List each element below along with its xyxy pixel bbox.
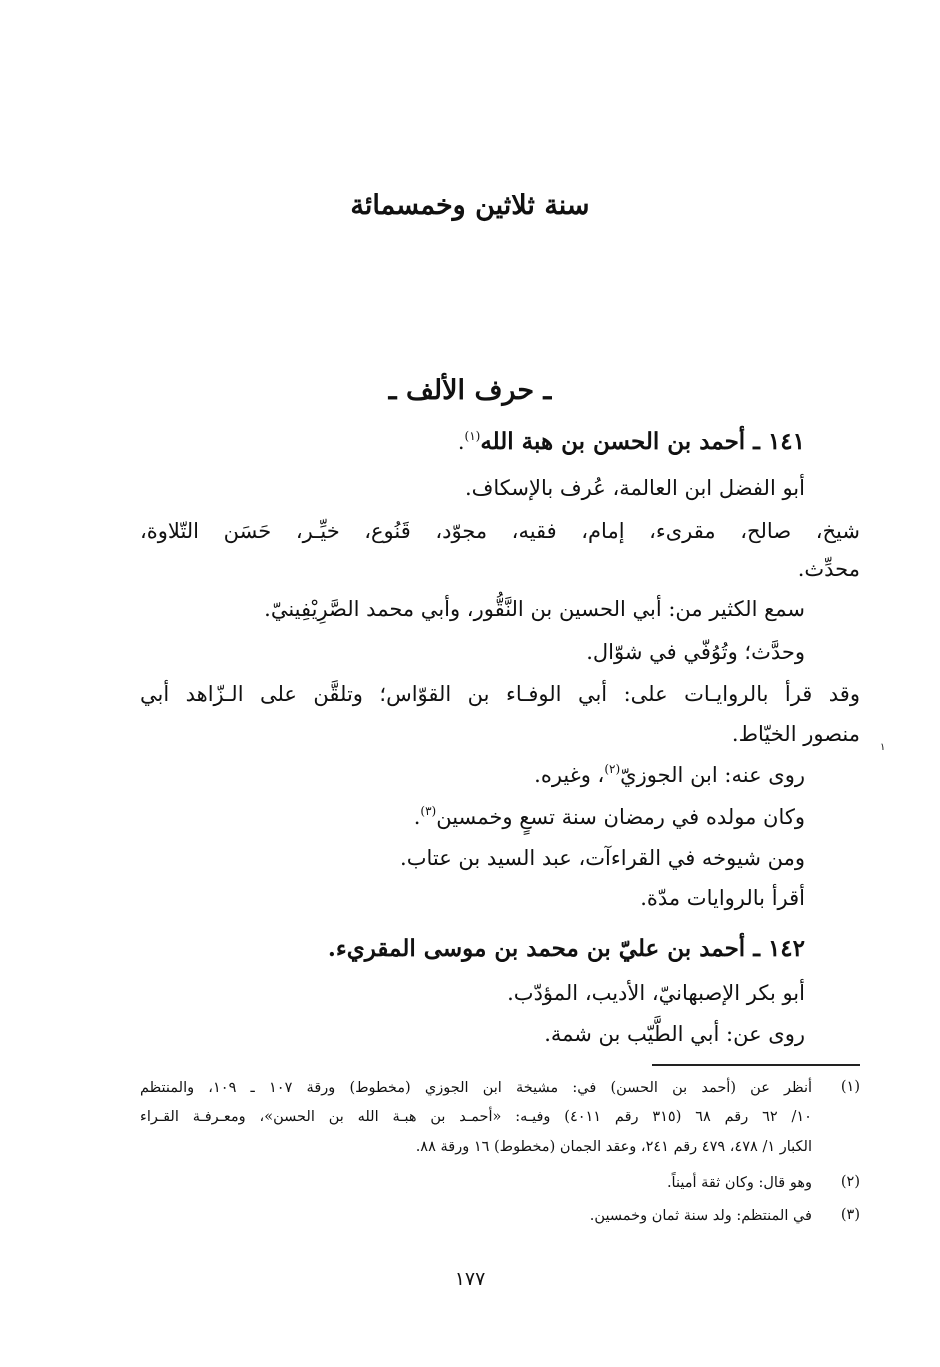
entry-141-line-9 — [414, 802, 805, 835]
entry-141-line-9-start: وكان مولده في رمضان سنة تسعٍ وخمسين — [436, 805, 805, 829]
footnote-3-text: في المنتظم: ولد سنة ثمان وخمسين. — [589, 1208, 812, 1224]
footnote-ref-1[interactable]: (١) — [464, 429, 481, 443]
footnote-ref-3[interactable]: (٣) — [420, 804, 437, 818]
section-title: ـ حرف الألف ـ — [388, 375, 552, 406]
entry-142-heading: ١٤٢ ـ أحمد بن عليّ بن محمد بن موسى المقريء. — [327, 935, 805, 962]
entry-141-line-4: سمع الكثير من: أبي الحسين بن النَّقُّور، وأبي محمد الصَّرِيْفِينيّ. — [264, 597, 805, 621]
entry-142-line-2: روى عن: أبي الطَّيّب بن شمة. — [544, 1022, 805, 1046]
entry-141-line-2: شيخ، صالح، مقرىء، إمام، فقيه، مجوّد، قَنُوع، خيِّـر، حَسَن التّلاوة، — [140, 519, 860, 543]
entry-141-line-8-end: ، وغيره. — [534, 763, 605, 787]
entry-141-line-8 — [534, 760, 805, 793]
entry-141-line-5: وحدَّث؛ وتُوُفّي في شوّال. — [586, 640, 805, 664]
footnote-3-number: (٣) — [840, 1207, 860, 1223]
footnote-ref-2[interactable]: (٢) — [604, 762, 621, 776]
entry-141-line-3: محدِّث. — [797, 557, 860, 581]
entry-141-heading-end: . — [457, 430, 465, 454]
footnote-1-line-3: الكبار ١/ ٤٧٨، ٤٧٩ رقم ٢٤١، وعقد الجمان (مخطوط) ١٦ ورقة ٨٨. — [415, 1139, 812, 1155]
entry-141-heading-line — [458, 427, 805, 460]
footnote-1-line-1: أنظر عن (أحمد بن الحسن) في: مشيخة ابن الجوزي (مخطوط) ورقة ١٠٧ ـ ١٠٩، والمنتظم — [140, 1080, 813, 1096]
entry-141-line-11: أقرأ بالروايات مدّة. — [640, 886, 805, 910]
margin-mark: ١ — [880, 742, 886, 753]
entry-142-line-1: أبو بكر الإصبهانيّ، الأديب، المؤدّب. — [507, 981, 805, 1005]
entry-141-line-8-start: روى عنه: ابن الجوزيّ — [620, 763, 805, 787]
footnote-2-text: وهو قال: وكان ثقة أميناً. — [666, 1175, 812, 1191]
entry-141-heading: ١٤١ ـ أحمد بن الحسن بن هبة الله — [480, 428, 805, 455]
footnote-separator — [652, 1064, 860, 1066]
footnote-1-number: (١) — [840, 1079, 860, 1095]
entry-141-line-10: ومن شيوخه في القراءآت، عبد السيد بن عتاب. — [400, 846, 805, 870]
entry-141-line-6: وقد قرأ بالروايـات على: أبي الوفـاء بن القوّاس؛ وتلقَّن على الـزّاهد أبي — [140, 682, 860, 706]
footnote-1-line-2: ١٠/ ٦٢ رقم ٦٨ (٣١٥ رقم ٤٠١١) وفيـه: «أحمـد بن هبـة الله بن الحسن»، ومعـرفـة القـراء — [140, 1109, 812, 1125]
entry-141-line-7: منصور الخيّاط. — [731, 722, 860, 746]
page-number: ١٧٧ — [454, 1268, 486, 1290]
entry-141-line-1: أبو الفضل ابن العالمة، عُرف بالإسكاف. — [464, 476, 805, 500]
footnote-2-number: (٢) — [840, 1174, 860, 1190]
entry-141-line-9-end: . — [413, 805, 421, 829]
year-title: سنة ثلاثين وخمسمائة — [350, 190, 590, 221]
